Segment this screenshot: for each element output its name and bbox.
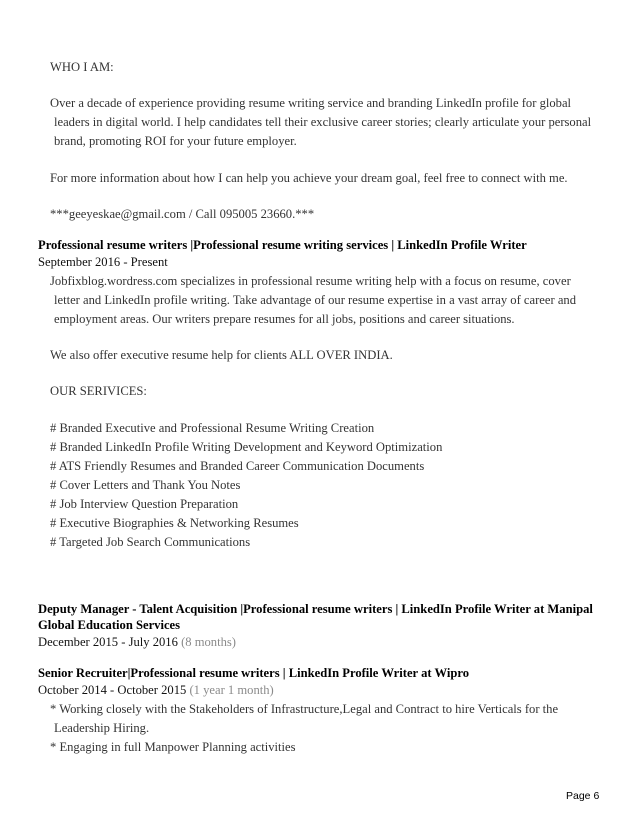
job-desc-line: letter and LinkedIn profile writing. Take advantage of our resume expertise in a vast array of career and [54,293,577,307]
job-desc-line: employment areas. Our writers prepare resumes for all jobs, positions and career situations. [54,312,515,326]
who-para-line: leaders in digital world. I help candidates tell their exclusive career stories; clearly articulate your personal [54,115,592,129]
contact-line: ***geeyeskae@gmail.com / Call 095005 23660.*** [50,207,315,221]
page-number: Page 6 [566,790,600,802]
job-duration: (1 year 1 month) [189,683,274,697]
job-title: Senior Recruiter|Professional resume writers | LinkedIn Profile Writer at Wipro [38,666,470,680]
job-bullet: * Engaging in full Manpower Planning activities [50,740,296,754]
services-heading: OUR SERIVICES: [50,384,147,398]
job-title: Professional resume writers |Professional resume writing services | LinkedIn Profile Writer [38,238,527,252]
service-item: # ATS Friendly Resumes and Branded Career Communication Documents [50,459,425,473]
job-dates: September 2016 - Present [38,255,168,269]
job-dates: October 2014 - October 2015 [38,683,187,697]
job-dates: December 2015 - July 2016 [38,635,178,649]
job-dates-row [38,634,236,650]
job-bullet: * Working closely with the Stakeholders of Infrastructure,Legal and Contract to hire Verticals for the [50,702,559,716]
service-item: # Branded LinkedIn Profile Writing Development and Keyword Optimization [50,440,443,454]
job-title: Deputy Manager - Talent Acquisition |Professional resume writers | LinkedIn Profile Writer at Manipal [38,602,593,616]
job-desc-line: Jobfixblog.wordress.com specializes in professional resume writing help with a focus on resume, cover [50,274,571,288]
who-heading: WHO I AM: [50,60,114,74]
job-dates-row [38,682,274,698]
service-item: # Job Interview Question Preparation [50,497,239,511]
job-extra-text: We also offer executive resume help for clients ALL OVER INDIA. [50,348,393,362]
job-duration: (8 months) [181,635,236,649]
who-para-line: Over a decade of experience providing resume writing service and branding LinkedIn profile for global [50,96,572,110]
who-para-line: brand, promoting ROI for your future employer. [54,134,297,148]
service-item: # Executive Biographies & Networking Resumes [50,516,299,530]
service-item: # Branded Executive and Professional Resume Writing Creation [50,421,375,435]
job-bullet-continued: Leadership Hiring. [54,721,150,735]
who-contact-info-text: For more information about how I can help you achieve your dream goal, feel free to connect with me. [50,171,568,185]
service-item: # Targeted Job Search Communications [50,535,251,549]
service-item: # Cover Letters and Thank You Notes [50,478,241,492]
job-title-continued: Global Education Services [38,618,181,632]
